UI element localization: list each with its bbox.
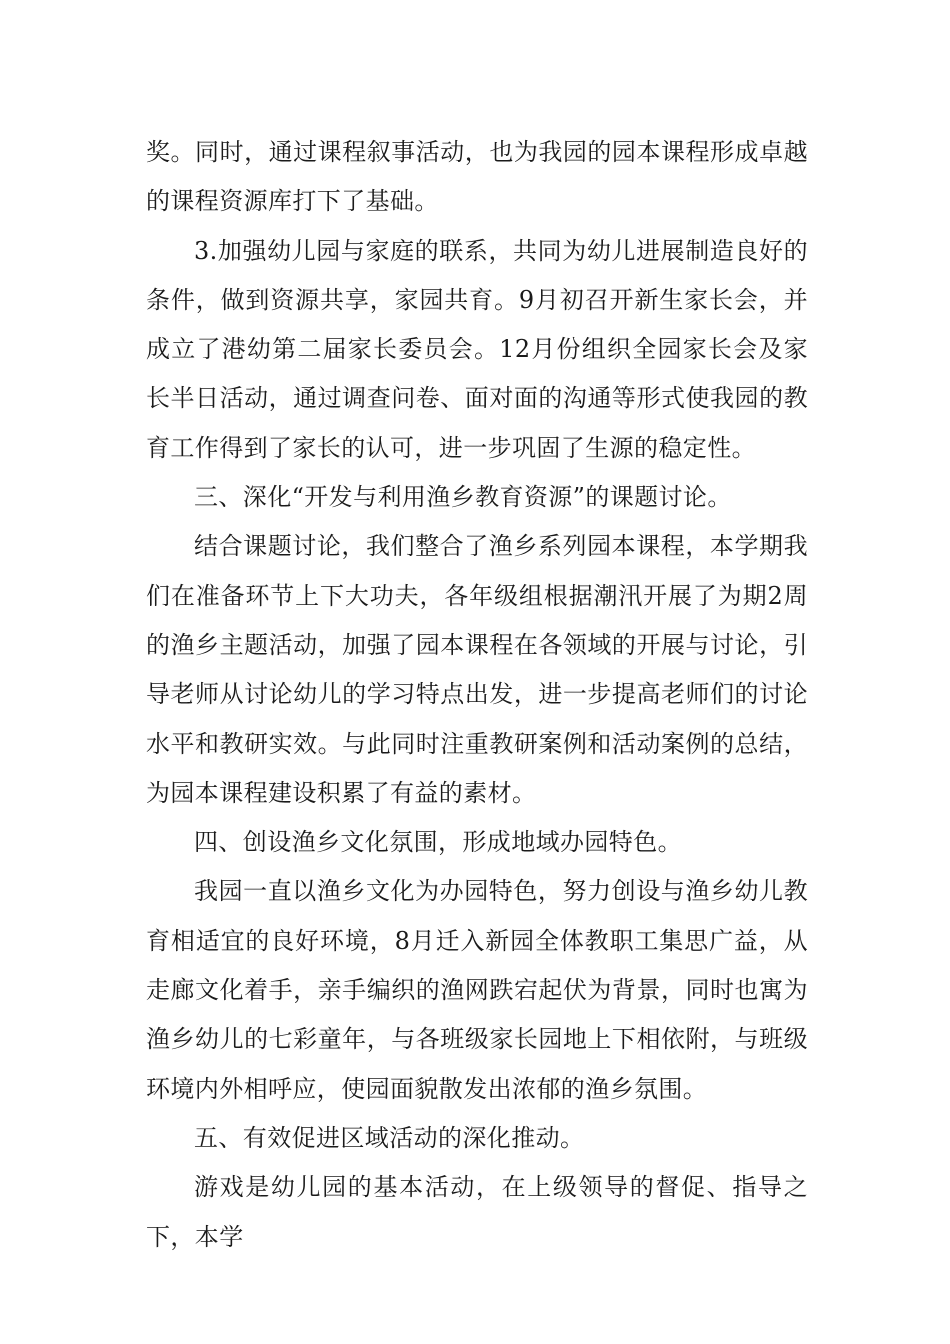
section-heading-three: 三、深化“开发与利用渔乡教育资源”的课题讨论。 (194, 483, 732, 512)
paragraph-continuation: 奖。同时，通过课程叙事活动，也为我园的园本课程形成卓越的课程资源库打下了基础。 (146, 138, 808, 216)
paragraph-home-school-link: 3.加强幼儿园与家庭的联系，共同为幼儿进展制造良好的条件，做到资源共享，家园共育。9月初召开新生家长会，并成立了港幼第二届家长委员会。12月份组织全园家长会及家长半日活动，通过调查问卷、面对面的沟通等形式使我园的教育工作得到了家长的认可，进一步巩固了生源的稳定性。 (146, 236, 808, 462)
paragraph-culture-atmosphere: 我园一直以渔乡文化为办园特色，努力创设与渔乡幼儿教育相适宜的良好环境，8月迁入新园全体教职工集思广益，从走廊文化着手，亲手编织的渔网跌宕起伏为背景，同时也寓为渔乡幼儿的七彩童年，与各班级家长园地上下相依附，与班级环境内外相呼应，使园面貌散发出浓郁的渔乡氛围。 (146, 877, 808, 1103)
section-heading-five: 五、有效促进区域活动的深化推动。 (194, 1123, 585, 1152)
section-heading-four: 四、创设渔乡文化氛围，形成地域办园特色。 (194, 828, 682, 857)
document-body (146, 128, 808, 1262)
paragraph-research-topic: 结合课题讨论，我们整合了渔乡系列园本课程，本学期我们在准备环节上下大功夫，各年级组根据潮汛开展了为期2周的渔乡主题活动，加强了园本课程在各领域的开展与讨论，引导老师从讨论幼儿的学习特点出发，进一步提高老师们的讨论水平和教研实效。与此同时注重教研案例和活动案例的总结，为园本课程建设积累了有益的素材。 (146, 532, 808, 807)
paragraph-games-activity: 游戏是幼儿园的基本活动，在上级领导的督促、指导之下，本学 (146, 1173, 808, 1251)
